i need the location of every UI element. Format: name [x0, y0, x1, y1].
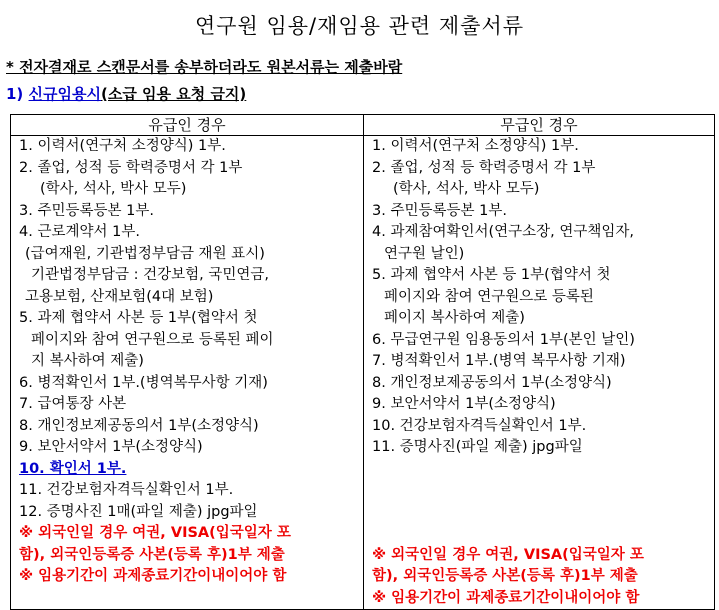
list-item: 2. 졸업, 성적 등 학력증명서 각 1부 [372, 159, 596, 176]
list-item: 1. 이력서(연구처 소정양식) 1부. [19, 138, 226, 154]
list-item: 4. 근로계약서 1부. [19, 224, 140, 240]
list-item: 2. 졸업, 성적 등 학력증명서 각 1부 [19, 159, 243, 176]
warning-text: ※ 임용기간이 과제종료기간이내이어야 함 [19, 568, 287, 584]
notice-text: * 전자결재로 스캔문서를 송부하더라도 원본서류는 제출바람 [6, 58, 403, 76]
list-item: 3. 주민등록등본 1부. [372, 202, 507, 219]
list-item: 12. 증명사진 1매(파일 제출) jpg파일 [19, 503, 258, 520]
list-item: 6. 병적확인서 1부.(병역복무사항 기재) [19, 374, 268, 391]
section-heading [6, 83, 246, 104]
list-item: 연구원 날인) [384, 245, 465, 262]
warning-text: ※ 외국인일 경우 여권, VISA(입국일자 포 [19, 525, 291, 541]
list-item: 5. 과제 협약서 사본 등 1부(협약서 첫 [19, 310, 258, 326]
warning-text: ※ 임용기간이 과제종료기간이내이어야 함 [372, 589, 640, 606]
list-item: 기관법정부담금 : 건강보험, 국민연금, [31, 267, 270, 283]
list-item: 7. 병적확인서 1부.(병역 복무사항 기재) [372, 353, 626, 369]
table-header-row [11, 115, 715, 136]
confirmation-item: 10. 확인서 1부. [19, 460, 127, 477]
header-unpaid: 무급인 경우 [364, 115, 715, 136]
list-item: 고용보험, 산재보험(4대 보험) [25, 288, 214, 305]
spacer [364, 459, 714, 545]
list-item: 페이지와 참여 연구원으로 등록된 [384, 288, 594, 305]
warning-text: 함), 외국인등록증 사본(등록 후)1부 제출 [372, 568, 638, 584]
list-item: (급여재원, 기관법정부담금 재원 표시) [25, 245, 265, 262]
warning-text: 함), 외국인등록증 사본(등록 후)1부 제출 [19, 546, 285, 563]
list-item: 6. 무급연구원 임용동의서 1부(본인 날인) [372, 331, 635, 348]
table-body-row [11, 136, 715, 610]
list-item: 11. 증명사진(파일 제출) jpg파일 [372, 439, 583, 455]
list-item: 8. 개인정보제공동의서 1부(소정양식) [19, 417, 259, 434]
paid-column [11, 136, 364, 610]
list-item: 페이지와 참여 연구원으로 등록된 페이 [31, 331, 274, 348]
list-item: 지 복사하여 제출) [31, 353, 144, 369]
list-item: 9. 보안서약서 1부(소정양식) [372, 396, 556, 412]
list-item: 8. 개인정보제공동의서 1부(소정양식) [372, 374, 612, 391]
list-item: 1. 이력서(연구처 소정양식) 1부. [372, 138, 579, 154]
section-name: 신규임용시 [28, 85, 101, 103]
list-item: 3. 주민등록등본 1부. [19, 202, 154, 219]
list-item: 10. 건강보험자격득실확인서 1부. [372, 417, 587, 434]
list-item: 5. 과제 협약서 사본 등 1부(협약서 첫 [372, 267, 611, 283]
list-item: 페이지 복사하여 제출) [384, 310, 525, 326]
page-title: 연구원 임용/재임용 관련 제출서류 [194, 14, 525, 38]
list-item: 11. 건강보험자격득실확인서 1부. [19, 482, 234, 498]
list-item: 9. 보안서약서 1부(소정양식) [19, 439, 203, 455]
header-paid: 유급인 경우 [11, 115, 364, 136]
documents-table [10, 114, 715, 610]
section-subtitle: (소급 임용 요청 금지) [100, 85, 247, 103]
list-item: 7. 급여통장 사본 [19, 396, 127, 412]
list-item: (학사, 석사, 박사 모두) [40, 181, 187, 197]
unpaid-column [364, 136, 715, 610]
list-item: (학사, 석사, 박사 모두) [393, 181, 540, 197]
list-item: 4. 과제참여확인서(연구소장, 연구책임자, [372, 224, 635, 240]
warning-text: ※ 외국인일 경우 여권, VISA(입국일자 포 [372, 546, 644, 563]
section-number: 1) [6, 85, 24, 103]
